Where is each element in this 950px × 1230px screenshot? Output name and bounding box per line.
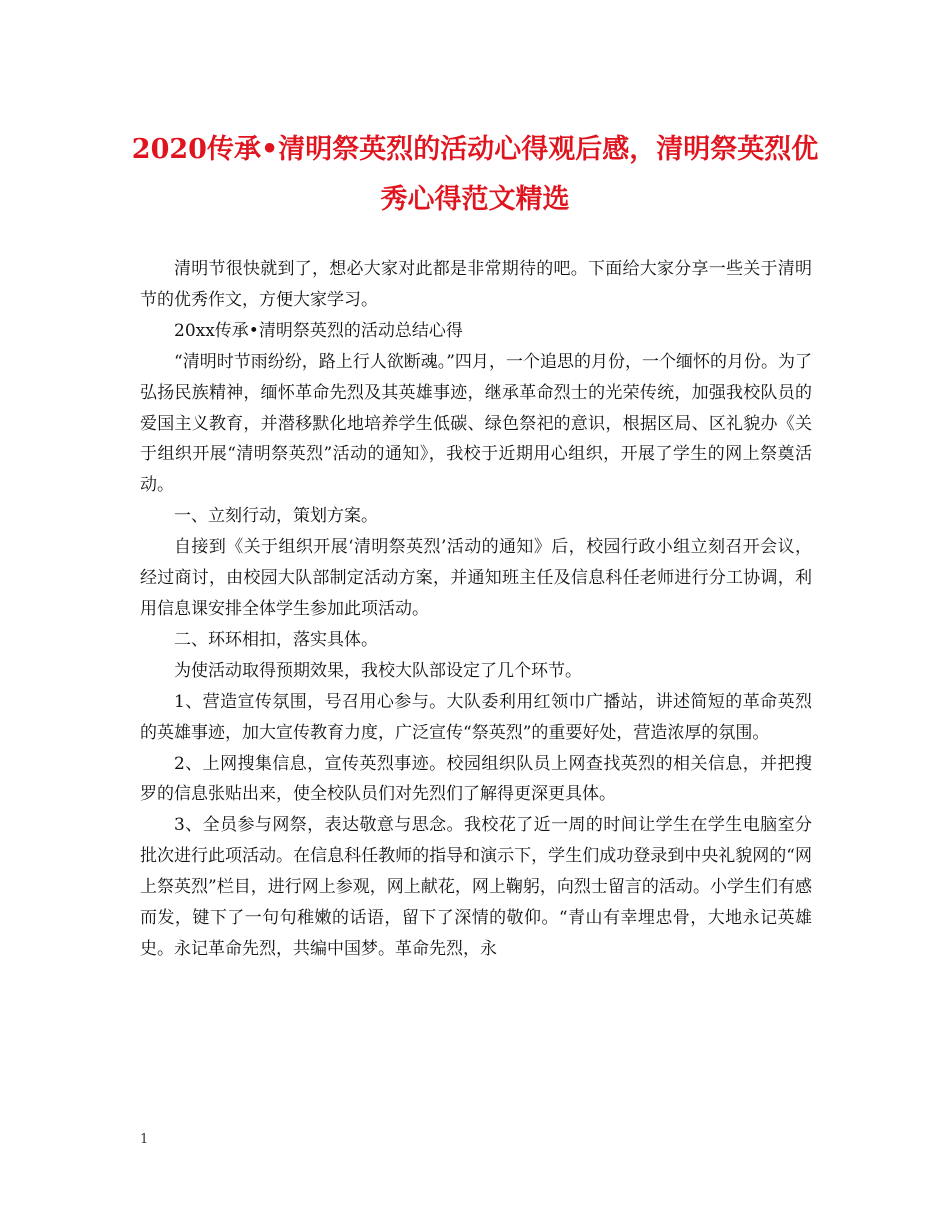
- paragraph-section-1: 自接到《关于组织开展‘清明祭英烈’活动的通知》后，校园行政小组立刻召开会议，经过商讨，由校园大队部制定活动方案，并通知班主任及信息科任老师进行分工协调，利用信息课安排全体学生参加此项活动。: [140, 537, 812, 619]
- paragraph-item-1: 1、营造宣传氛围，号召用心参与。大队委利用红领巾广播站，讲述简短的革命英烈的英雄事迹，加大宣传教育力度，广泛宣传“祭英烈”的重要好处，营造浓厚的氛围。: [140, 691, 812, 743]
- paragraph-item-2: 2、上网搜集信息，宣传英烈事迹。校园组织队员上网查找英烈的相关信息，并把搜罗的信息张贴出来，使全校队员们对先烈们了解得更深更具体。: [140, 753, 812, 805]
- paragraph-item-3: 3、全员参与网祭，表达敬意与思念。我校花了近一周的时间让学生在学生电脑室分批次进行此项活动。在信息科任教师的指导和演示下，学生们成功登录到中央礼貌网的“网上祭英烈”栏目，进行网上参观，网上献花，网上鞠躬，向烈士留言的活动。小学生们有感而发，键下了一句句稚嫩的话语，留下了深情的敬仰。“青山有幸埋忠骨，大地永记英雄史。永记革命先烈，共编中国梦。革命先烈，永: [140, 815, 812, 959]
- page-number: 1: [140, 1132, 149, 1147]
- page-title: 2020传承•清明祭英烈的活动心得观后感，清明祭英烈优秀心得范文精选: [131, 134, 819, 215]
- paragraph-intro: 清明节很快就到了，想必大家对此都是非常期待的吧。下面给大家分享一些关于清明节的优秀作文，方便大家学习。: [140, 259, 812, 310]
- paragraph-opening: “清明时节雨纷纷，路上行人欲断魂。”四月，一个追思的月份，一个缅怀的月份。为了弘扬民族精神，缅怀革命先烈及其英雄事迹，继承革命烈士的光荣传统，加强我校队员的爱国主义教育，并潜移默化地培养学生低碳、绿色祭祀的意识，根据区局、区礼貌办《关于组织开展“清明祭英烈”活动的通知》，我校于近期用心组织，开展了学生的网上祭奠活动。: [140, 351, 812, 496]
- paragraph-section-2: 为使活动取得预期效果，我校大队部设定了几个环节。: [174, 660, 582, 681]
- paragraph-subtitle: 20xx传承•清明祭英烈的活动总结心得: [174, 320, 463, 341]
- document-body: [140, 254, 812, 965]
- section-heading-1: 一、立刻行动，策划方案。: [174, 506, 378, 527]
- section-heading-2: 二、环环相扣，落实具体。: [174, 629, 378, 650]
